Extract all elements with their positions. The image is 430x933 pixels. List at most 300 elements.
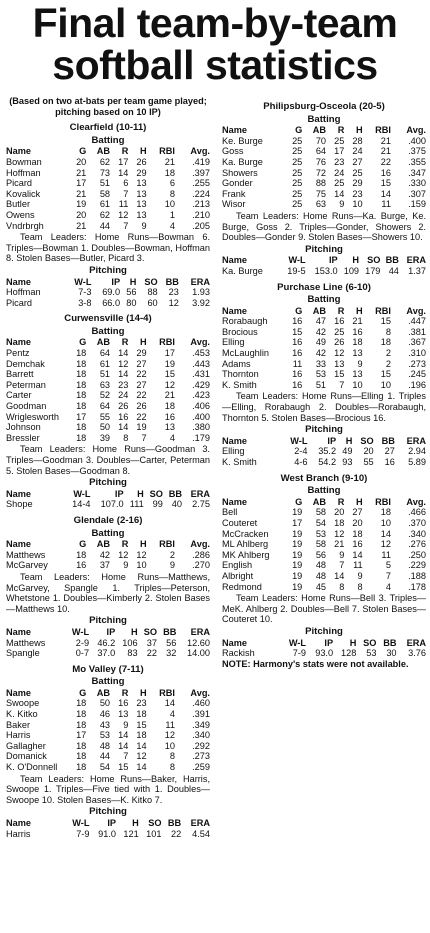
batting-table [6, 337, 210, 443]
column-header: W-L [72, 818, 90, 828]
batting-label: Batting [307, 294, 341, 306]
column-header: SO [144, 276, 158, 287]
stat-cell: .419 [192, 156, 210, 167]
stat-cell: .466 [408, 507, 426, 518]
column-header: H [140, 146, 147, 157]
stat-cell: 4.54 [192, 828, 210, 839]
column-header: RBI [375, 125, 391, 136]
stat-cell: 72 [315, 167, 327, 178]
batting-row [222, 550, 426, 561]
player-name: Harris [6, 828, 31, 839]
column-header: Name [6, 276, 32, 287]
column-header: W-L [74, 276, 92, 287]
stat-cell: 7-9 [292, 648, 306, 659]
stat-cell: 9 [357, 570, 363, 581]
player-name: Peterman [6, 379, 46, 390]
stat-cell: 11 [165, 719, 175, 730]
stats-columns [6, 96, 426, 839]
stat-cell: 10 [136, 560, 147, 571]
stat-cell: 62 [99, 209, 111, 220]
stat-cell: 16 [118, 698, 129, 709]
player-name: Ka. Burge [222, 265, 263, 276]
stat-cell: 64 [99, 401, 111, 412]
column-header: SO [363, 637, 377, 648]
stat-cell: 47 [315, 316, 327, 327]
batting-row [222, 529, 426, 540]
table-header-row [6, 627, 210, 638]
stat-cell: 35.2 [318, 446, 337, 457]
column-header: IP [111, 276, 121, 287]
stat-cell: 25 [334, 135, 345, 146]
column-header: H [356, 125, 363, 136]
stat-cell: .276 [408, 539, 426, 550]
column-header: W-L [71, 626, 90, 637]
batting-row [222, 348, 426, 359]
stat-cell: 40 [171, 499, 182, 510]
pitching-label: Pitching [305, 424, 343, 436]
stat-cell: 7 [123, 188, 129, 199]
team-name: West Branch (9-10) [280, 472, 368, 484]
stat-cell: 4 [385, 581, 391, 592]
batting-row [6, 720, 210, 731]
pitching-label: Pitching [89, 806, 127, 818]
stat-cell: .375 [408, 146, 426, 157]
stat-cell: 21 [76, 220, 87, 231]
stat-cell: 9 [123, 719, 129, 730]
stat-cell: 29 [352, 178, 363, 189]
stat-cell: 7 [385, 570, 391, 581]
stat-cell: 18 [76, 709, 87, 720]
stat-cell: 33 [315, 358, 327, 369]
batting-row [222, 178, 426, 189]
batting-table [6, 688, 210, 773]
stat-cell: 7 [123, 751, 129, 762]
stat-cell: 107.0 [100, 499, 124, 510]
stat-cell: 14 [164, 698, 175, 709]
stat-cell: 27 [384, 446, 395, 457]
pitching-row [6, 298, 210, 309]
stat-cell: 14 [118, 167, 129, 178]
column-header: G [79, 337, 87, 348]
column-header: IP [106, 626, 116, 637]
stat-cell: 2.75 [192, 499, 210, 510]
stat-cell: 30 [386, 648, 397, 659]
stat-cell: .273 [192, 751, 210, 762]
stat-cell: .400 [408, 135, 426, 146]
team-leaders: Team Leaders: Home Runs—Ka. Burge, Ke. Burge, Goss 2. Triples—Gonder, Showers 2. Doubles—Gonder 9. Stolen Bases—Showers 10. [222, 210, 426, 243]
player-name: Ke. Burge [222, 135, 263, 146]
stat-cell: 60 [147, 297, 158, 308]
stat-cell: 25 [292, 188, 303, 199]
pitching-label: Pitching [89, 477, 127, 489]
column-header: H [140, 337, 147, 348]
column-header: H [140, 539, 147, 550]
stat-cell: 18 [76, 358, 87, 369]
batting-row [222, 507, 426, 518]
availability-note: NOTE: Harmony's stats were not available. [222, 658, 409, 669]
stat-cell: 14 [118, 348, 129, 359]
stat-cell: 37 [99, 560, 111, 571]
column-header: R [337, 496, 345, 507]
table-header-row [222, 306, 426, 317]
stat-cell: 12 [334, 528, 345, 539]
player-name: Adams [222, 358, 251, 369]
player-name: Gonder [222, 178, 253, 189]
column-header: H [130, 626, 138, 637]
stat-cell: 21 [380, 135, 391, 146]
batting-row [222, 199, 426, 210]
stat-cell: 73 [99, 167, 111, 178]
stat-cell: 28 [352, 135, 363, 146]
stat-cell: 17 [76, 411, 87, 422]
batting-row [222, 582, 426, 593]
stat-cell: 11 [381, 199, 391, 210]
team-leaders: Team Leaders: Home Runs—Elling 1. Triples—Elling, Rorabaugh 2. Doubles—Rorabaugh, Thornton 5. Stolen Bases—Brocious 16. [222, 391, 426, 423]
stat-cell: 44 [99, 220, 111, 231]
column-header: Avg. [190, 539, 210, 550]
batting-row [222, 327, 426, 338]
stat-cell: 16 [76, 560, 87, 571]
stat-cell: 58 [315, 507, 327, 518]
stat-cell: 58 [315, 539, 327, 550]
player-name: Bowman [6, 156, 42, 167]
stat-cell: 16 [164, 411, 175, 422]
column-header: H [349, 637, 357, 648]
stat-cell: 64 [315, 146, 327, 157]
stat-cell: 12 [118, 358, 129, 369]
team-name: Mo Valley (7-11) [72, 663, 144, 675]
column-header: R [337, 305, 345, 316]
stat-cell: 19 [292, 539, 303, 550]
player-name: Frank [222, 188, 246, 199]
stat-cell: 56 [166, 637, 177, 648]
stat-cell: .447 [408, 316, 426, 327]
pitching-table [222, 255, 426, 276]
column-header: Avg. [190, 337, 210, 348]
stat-cell: 15 [164, 369, 175, 380]
player-name: Showers [222, 167, 258, 178]
stat-cell: 11 [292, 358, 303, 369]
left-column [6, 96, 210, 839]
stat-cell: 18 [136, 709, 147, 720]
batting-row [6, 189, 210, 200]
stat-cell: 18 [164, 401, 175, 412]
pitching-row [6, 638, 210, 649]
stat-cell: .286 [192, 549, 210, 560]
stat-cell: 25 [292, 167, 303, 178]
stat-cell: 51 [99, 369, 111, 380]
stat-cell: 14 [380, 188, 391, 199]
player-name: Picard [6, 297, 33, 308]
column-header: G [79, 539, 87, 550]
table-header-row [6, 489, 210, 500]
player-name: Barrett [6, 369, 34, 380]
table-header-row [222, 638, 426, 649]
stat-cell: 48 [315, 570, 327, 581]
stat-cell: 55 [363, 457, 374, 467]
team-name: Curwensville (14-4) [64, 313, 152, 325]
stat-cell: 13 [136, 188, 147, 199]
stat-cell: 25 [334, 326, 345, 337]
batting-table [222, 497, 426, 592]
stat-cell: .273 [408, 358, 426, 369]
stat-cell: 0-7 [75, 648, 90, 659]
stat-cell: .178 [408, 581, 426, 592]
column-header: IP [114, 488, 124, 499]
stat-cell: 93.0 [315, 648, 334, 659]
column-header: G [79, 146, 87, 157]
stat-cell: 15 [380, 316, 391, 327]
column-header: SO [148, 818, 162, 828]
batting-label: Batting [91, 325, 125, 337]
column-header: ERA [406, 637, 426, 648]
stat-cell: 53 [315, 369, 327, 380]
column-header: RBI [375, 496, 391, 507]
stat-cell: 18 [76, 740, 87, 751]
stat-cell: 19-5 [287, 265, 306, 276]
column-header: Name [6, 337, 32, 348]
stat-cell: .406 [192, 401, 210, 412]
pitching-table [6, 277, 210, 309]
batting-row [6, 433, 210, 444]
column-header: Avg. [190, 687, 210, 698]
column-header: H [129, 276, 137, 287]
stat-cell: .310 [408, 348, 426, 359]
team-leaders: Team Leaders: Home Runs—Bell 3. Triples—MeK. Ahlberg 2. Doubles—Bell 7. Stolen Bases—Couteret 10. [222, 593, 426, 625]
player-name: Wisor [222, 199, 246, 210]
column-header: AB [312, 496, 327, 507]
column-header: W-L [290, 435, 308, 446]
stat-cell: 9 [339, 549, 345, 560]
column-header: SO [360, 435, 374, 446]
stat-cell: 21 [352, 316, 363, 327]
stat-cell: 44 [388, 265, 399, 276]
stat-cell: 9 [141, 220, 147, 231]
stat-cell: 4-6 [294, 457, 308, 467]
stat-cell: 4 [169, 709, 175, 720]
stat-cell: 19 [76, 199, 87, 210]
stat-cell: 10 [380, 517, 391, 528]
stat-cell: 48 [315, 560, 327, 571]
stat-cell: 48 [99, 740, 111, 751]
stat-cell: 7-3 [78, 287, 92, 298]
stat-cell: 18 [352, 528, 363, 539]
stat-cell: 21 [164, 156, 175, 167]
stat-cell: 13 [164, 422, 175, 433]
player-name: Picard [6, 178, 33, 189]
stat-cell: 22 [136, 390, 147, 401]
player-name: Matthews [6, 637, 46, 648]
batting-row [6, 390, 210, 401]
stat-cell: 7 [141, 432, 147, 443]
stat-cell: 4 [169, 220, 175, 231]
stat-cell: .443 [192, 358, 210, 369]
stat-cell: 2-9 [75, 637, 90, 648]
stat-cell: 17 [76, 178, 87, 189]
column-header: ERA [190, 488, 210, 499]
stat-cell: 13 [352, 369, 363, 380]
stat-cell: 1 [169, 209, 175, 220]
stat-cell: .210 [192, 209, 210, 220]
stat-cell: 37.0 [97, 648, 116, 659]
stat-cell: .431 [192, 369, 210, 380]
stat-cell: 63 [99, 379, 111, 390]
stat-cell: 29 [136, 167, 147, 178]
pitching-label: Pitching [89, 264, 127, 276]
batting-row [222, 359, 426, 370]
column-header: Name [6, 488, 32, 499]
batting-row [222, 539, 426, 550]
table-header-row [6, 337, 210, 348]
column-header: H [132, 818, 139, 828]
stat-cell: 23 [136, 698, 147, 709]
stat-cell: 16 [352, 326, 363, 337]
column-header: AB [312, 305, 327, 316]
stat-cell: 9 [357, 358, 363, 369]
column-header: ERA [190, 626, 210, 637]
stat-cell: 22 [170, 828, 182, 839]
batting-row [6, 380, 210, 391]
stat-cell: 14 [136, 762, 147, 773]
stat-cell: 23 [334, 156, 345, 167]
team-leaders: Team Leaders: Home Runs—Goodman 3. Triples—Goodman 3. Doubles—Carter, Peterman 5. Stolen Bases—Goodman 8. [6, 444, 210, 476]
stat-cell: 18 [76, 379, 87, 390]
stat-cell: 56 [315, 549, 327, 560]
stat-cell: 58 [99, 188, 111, 199]
stat-cell: 18 [76, 549, 87, 560]
stat-cell: 16 [352, 539, 363, 550]
stat-cell: 10 [164, 740, 175, 751]
stat-cell: 14 [380, 528, 391, 539]
stat-cell: 22 [136, 411, 147, 422]
stat-cell: 7 [339, 379, 345, 390]
stat-cell: 7 [123, 220, 129, 231]
pitching-label: Pitching [89, 615, 127, 627]
stat-cell: .330 [408, 178, 426, 189]
player-name: Johnson [6, 422, 41, 433]
player-name: Thornton [222, 369, 259, 380]
stat-cell: 20 [76, 209, 87, 220]
player-name: Swoope [6, 698, 40, 709]
pitching-table [6, 818, 210, 839]
stat-cell: .229 [408, 560, 426, 571]
table-header-row [222, 497, 426, 508]
stat-cell: 26 [136, 156, 147, 167]
batting-row [6, 698, 210, 709]
stat-cell: .159 [408, 199, 426, 210]
stat-cell: 12 [136, 751, 147, 762]
batting-row [222, 136, 426, 147]
pitching-row [222, 648, 426, 659]
stat-cell: 11 [381, 549, 391, 560]
stat-cell: 25 [292, 146, 303, 157]
stat-cell: 23 [168, 287, 179, 298]
table-header-row [222, 436, 426, 447]
stat-cell: 2 [169, 549, 175, 560]
stat-cell: 56 [126, 287, 137, 298]
column-header: RBI [159, 337, 175, 348]
stat-cell: .340 [408, 528, 426, 539]
player-name: Wriglesworth [6, 411, 59, 422]
team-name: Purchase Line (6-10) [277, 281, 371, 293]
stat-cell: 21 [76, 167, 87, 178]
player-name: English [222, 560, 253, 571]
pitching-label: Pitching [305, 243, 343, 255]
column-header: BB [168, 488, 182, 499]
batting-row [6, 157, 210, 168]
stat-cell: 12 [380, 539, 391, 550]
player-name: Couteret [222, 517, 258, 528]
column-header: Avg. [190, 146, 210, 157]
batting-row [222, 560, 426, 571]
table-header-row [6, 818, 210, 829]
stat-cell: 16 [334, 316, 345, 327]
column-header: W-L [73, 488, 91, 499]
stat-cell: 93 [342, 457, 353, 467]
column-header: Name [6, 818, 32, 828]
batting-label: Batting [307, 113, 341, 125]
player-name: McLaughlin [222, 348, 269, 359]
stat-cell: 3.92 [192, 297, 210, 308]
stat-cell: 17 [292, 517, 303, 528]
stat-cell: .355 [408, 156, 426, 167]
column-header: ERA [190, 276, 210, 287]
table-header-row [6, 146, 210, 157]
column-header: RBI [159, 687, 175, 698]
stat-cell: 25 [292, 199, 303, 210]
stat-cell: 16 [118, 411, 129, 422]
player-name: Elling [222, 446, 245, 457]
player-name: Redmond [222, 581, 262, 592]
player-name: K. Smith [222, 379, 257, 390]
column-header: BB [165, 276, 179, 287]
stat-cell: 99 [152, 499, 163, 510]
stat-cell: 15 [380, 369, 391, 380]
stat-cell: 15 [292, 326, 303, 337]
column-header: H [356, 496, 363, 507]
headline-line-2: softball statistics [52, 42, 378, 88]
player-name: Spangle [6, 648, 40, 659]
stat-cell: 37 [146, 637, 157, 648]
stat-cell: 43 [99, 719, 111, 730]
batting-row [6, 401, 210, 412]
column-header: Avg. [406, 305, 426, 316]
stat-cell: 9 [339, 199, 345, 210]
stat-cell: .245 [408, 369, 426, 380]
stat-cell: 52 [99, 390, 111, 401]
stat-cell: 91.0 [98, 828, 116, 839]
pitching-table [222, 436, 426, 468]
player-name: Harris [6, 730, 31, 741]
stat-cell: 9 [123, 560, 129, 571]
stat-cell: 25 [292, 135, 303, 146]
pitching-row [222, 266, 426, 277]
stat-cell: .380 [192, 422, 210, 433]
stat-cell: 23 [352, 188, 363, 199]
stat-cell: 14 [118, 740, 129, 751]
stat-cell: 18 [76, 422, 87, 433]
column-header: R [121, 146, 129, 157]
player-name: Vndrbrgh [6, 220, 44, 231]
player-name: Baker [6, 719, 31, 730]
stat-cell: 17 [164, 348, 175, 359]
stat-cell: .179 [192, 432, 210, 443]
stat-cell: 42 [315, 326, 327, 337]
stat-cell: 8 [123, 432, 129, 443]
column-header: G [295, 125, 303, 136]
column-header: Avg. [406, 125, 426, 136]
batting-row [222, 189, 426, 200]
